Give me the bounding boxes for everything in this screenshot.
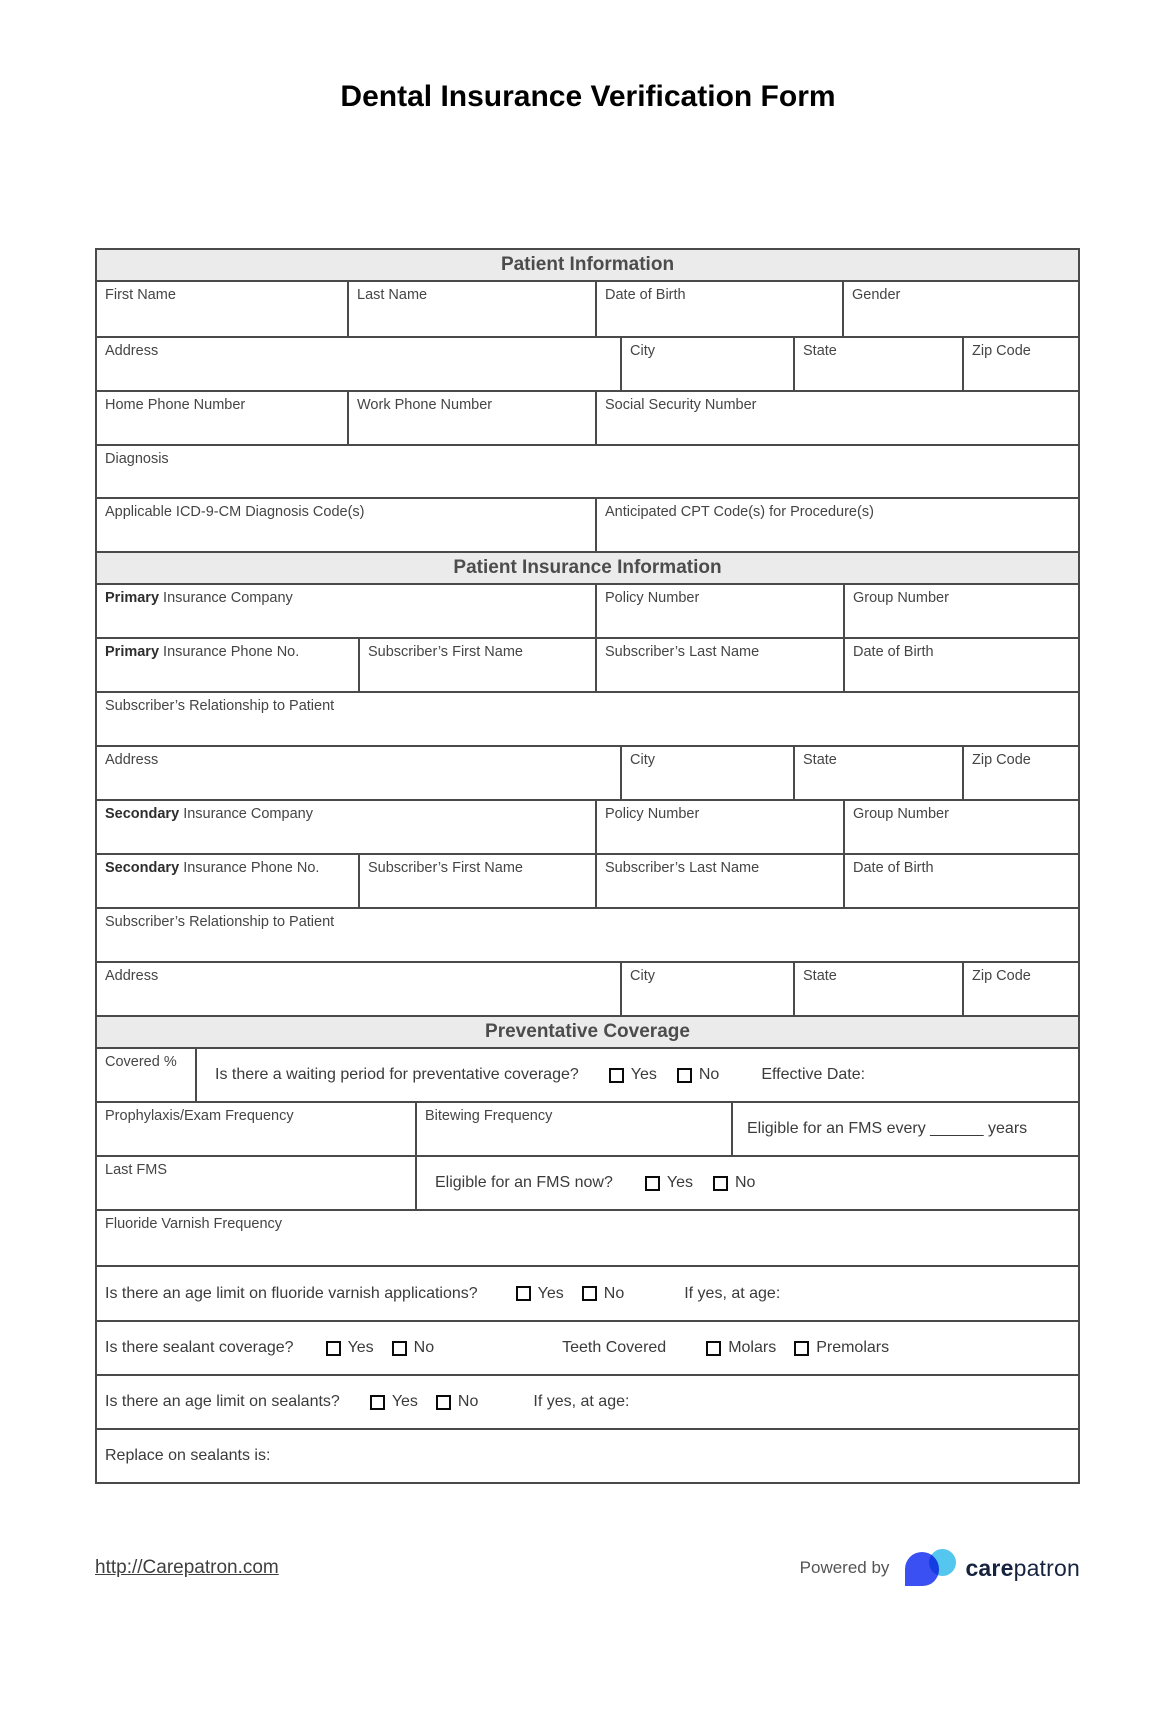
question-label: Is there a waiting period for preventative coverage?: [215, 1066, 579, 1083]
primary-state-field[interactable]: [795, 747, 964, 799]
primary-insurance-phone-field[interactable]: [97, 639, 360, 691]
prophylaxis-frequency-field[interactable]: [97, 1103, 417, 1155]
field-label: Date of Birth: [605, 287, 686, 303]
checkbox-label: No: [457, 1393, 479, 1410]
teeth-covered-label: Teeth Covered: [562, 1339, 667, 1356]
fluoride-age-yes-option: [516, 1285, 564, 1303]
fms-now-yes-option: [645, 1174, 693, 1192]
field-label: Subscriber’s Relationship to Patient: [105, 698, 335, 714]
field-label: Subscriber’s Relationship to Patient: [105, 914, 335, 930]
cpt-codes-field[interactable]: [597, 499, 1078, 551]
section-header-preventative-coverage: Preventative Coverage: [97, 1017, 1078, 1049]
checkbox-label: Premolars: [816, 1339, 890, 1356]
fluoride-age-limit-question-row: [97, 1267, 1078, 1320]
field-label: Covered %: [105, 1054, 177, 1070]
field-label: Diagnosis: [105, 451, 169, 467]
section-header-patient-information: Patient Information: [97, 250, 1078, 282]
primary-city-field[interactable]: [622, 747, 795, 799]
field-label: Work Phone Number: [357, 397, 493, 413]
fms-now-no-option: [713, 1174, 755, 1192]
primary-insurance-company-field[interactable]: [97, 585, 597, 637]
home-phone-field[interactable]: [97, 392, 349, 444]
field-label: Primary Insurance Company: [105, 590, 293, 606]
field-label: Home Phone Number: [105, 397, 246, 413]
question-label: Eligible for an FMS every ______ years: [747, 1120, 1028, 1137]
table-row: [97, 585, 1078, 639]
secondary-insurance-phone-field[interactable]: [97, 855, 360, 907]
table-row: [97, 909, 1078, 963]
replace-sealants-field[interactable]: [97, 1430, 1078, 1482]
address-field[interactable]: [97, 338, 622, 390]
last-fms-field[interactable]: [97, 1157, 417, 1209]
last-name-field[interactable]: [349, 282, 597, 336]
work-phone-field[interactable]: [349, 392, 597, 444]
secondary-subscriber-dob-field[interactable]: [845, 855, 1078, 907]
powered-by-group: [800, 1549, 1080, 1587]
field-label: Subscriber’s Last Name: [605, 860, 760, 876]
table-row: [97, 1157, 1078, 1211]
question-label: Eligible for an FMS now?: [435, 1174, 613, 1191]
sealant-age-yes-checkbox[interactable]: [370, 1395, 385, 1410]
covered-percent-field[interactable]: [97, 1049, 197, 1101]
primary-address-field[interactable]: [97, 747, 622, 799]
table-row: [97, 446, 1078, 499]
field-label: Subscriber’s Last Name: [605, 644, 760, 660]
field-label: Zip Code: [972, 752, 1031, 768]
table-row: [97, 1322, 1078, 1376]
field-label: Policy Number: [605, 806, 700, 822]
field-label: Zip Code: [972, 968, 1031, 984]
field-label: Subscriber’s First Name: [368, 644, 523, 660]
sealant-age-value-field[interactable]: If yes, at age:: [533, 1393, 630, 1410]
field-label: State: [803, 343, 837, 359]
fluoride-age-no-option: [582, 1285, 624, 1303]
checkbox-label: Yes: [666, 1174, 693, 1191]
field-label: Prophylaxis/Exam Frequency: [105, 1108, 294, 1124]
powered-by-label: Powered by: [799, 1558, 890, 1577]
premolars-option: [794, 1339, 889, 1357]
table-row: [97, 855, 1078, 909]
checkbox-label: Molars: [728, 1339, 777, 1356]
molars-option: [706, 1339, 776, 1357]
premolars-checkbox[interactable]: [794, 1341, 809, 1356]
table-row: [97, 963, 1078, 1017]
checkbox-label: Yes: [391, 1393, 418, 1410]
sealant-no-option: [392, 1339, 434, 1357]
sealant-age-yes-option: [370, 1393, 418, 1411]
fluoride-varnish-frequency-field[interactable]: [97, 1211, 1078, 1265]
waiting-yes-option: [609, 1066, 657, 1084]
field-label: Address: [105, 968, 159, 984]
field-label: Secondary Insurance Phone No.: [105, 860, 320, 876]
secondary-address-field[interactable]: [97, 963, 622, 1015]
field-label: Address: [105, 343, 159, 359]
sealant-age-no-option: [436, 1393, 478, 1411]
table-row: [97, 499, 1078, 553]
section-header-patient-insurance-information: Patient Insurance Information: [97, 553, 1078, 585]
question-label: Is there an age limit on sealants?: [105, 1393, 340, 1410]
table-row: [97, 1267, 1078, 1322]
field-label: State: [803, 752, 837, 768]
field-label: Anticipated CPT Code(s) for Procedure(s): [605, 504, 874, 520]
table-row: [97, 801, 1078, 855]
secondary-policy-number-field[interactable]: [597, 801, 845, 853]
form-table: [95, 248, 1080, 1484]
table-row: [97, 1211, 1078, 1267]
brand-name: carepatron: [965, 1554, 1080, 1581]
icd-codes-field[interactable]: [97, 499, 597, 551]
effective-date-field[interactable]: Effective Date:: [761, 1066, 866, 1083]
secondary-zip-field[interactable]: [964, 963, 1078, 1015]
bitewing-frequency-field[interactable]: [417, 1103, 733, 1155]
sealant-yes-option: [326, 1339, 374, 1357]
question-label: Is there an age limit on fluoride varnish applications?: [105, 1284, 478, 1302]
sealant-yes-checkbox[interactable]: [326, 1341, 341, 1356]
table-row: [97, 1049, 1078, 1103]
primary-subscriber-first-name-field[interactable]: [360, 639, 597, 691]
table-row: [97, 747, 1078, 801]
gender-field[interactable]: [844, 282, 1078, 336]
secondary-state-field[interactable]: [795, 963, 964, 1015]
carepatron-link[interactable]: http://Carepatron.com: [95, 1557, 279, 1578]
state-field[interactable]: [795, 338, 964, 390]
sealant-age-no-checkbox[interactable]: [436, 1395, 451, 1410]
secondary-group-number-field[interactable]: [845, 801, 1078, 853]
waiting-yes-checkbox[interactable]: [609, 1068, 624, 1083]
secondary-insurance-company-field[interactable]: [97, 801, 597, 853]
secondary-relationship-field[interactable]: [97, 909, 1078, 961]
field-label: Subscriber’s First Name: [368, 860, 523, 876]
checkbox-label: No: [603, 1284, 625, 1302]
table-row: [97, 392, 1078, 446]
sealant-coverage-question-row: [97, 1322, 1078, 1374]
field-label: First Name: [105, 287, 176, 303]
city-field[interactable]: [622, 338, 795, 390]
logo-circle-shape: [929, 1549, 956, 1576]
sealant-no-checkbox[interactable]: [392, 1341, 407, 1356]
field-label: Group Number: [853, 806, 949, 822]
primary-group-number-field[interactable]: [845, 585, 1078, 637]
field-label: Bitewing Frequency: [425, 1108, 553, 1124]
field-label: Zip Code: [972, 343, 1031, 359]
table-row: [97, 338, 1078, 392]
question-label: Replace on sealants is:: [105, 1447, 271, 1464]
page-title: Dental Insurance Verification Form: [340, 80, 836, 113]
field-label: Date of Birth: [853, 644, 934, 660]
field-label: Group Number: [853, 590, 949, 606]
zip-code-field[interactable]: [964, 338, 1078, 390]
field-label: Social Security Number: [605, 397, 757, 413]
table-row: [97, 693, 1078, 747]
secondary-subscriber-last-name-field[interactable]: [597, 855, 845, 907]
primary-subscriber-dob-field[interactable]: [845, 639, 1078, 691]
waiting-period-question-row: [197, 1049, 1078, 1101]
fluoride-age-no-checkbox[interactable]: [582, 1286, 597, 1301]
field-label: City: [630, 752, 655, 768]
waiting-no-option: [677, 1066, 719, 1084]
primary-relationship-field[interactable]: [97, 693, 1078, 745]
field-label: Applicable ICD-9-CM Diagnosis Code(s): [105, 504, 365, 520]
table-row: [97, 282, 1078, 338]
table-row: [97, 1430, 1078, 1482]
checkbox-label: No: [734, 1174, 756, 1191]
fluoride-age-value-field[interactable]: If yes, at age:: [684, 1284, 781, 1302]
date-of-birth-field[interactable]: [597, 282, 844, 336]
field-label: City: [630, 968, 655, 984]
checkbox-label: No: [413, 1339, 435, 1356]
fluoride-age-yes-checkbox[interactable]: [516, 1286, 531, 1301]
sealant-age-limit-question-row: [97, 1376, 1078, 1428]
field-label: Policy Number: [605, 590, 700, 606]
checkbox-label: Yes: [630, 1066, 657, 1083]
field-label: Gender: [852, 287, 901, 303]
field-label: Date of Birth: [853, 860, 934, 876]
field-label: Fluoride Varnish Frequency: [105, 1216, 283, 1232]
checkbox-label: Yes: [537, 1284, 564, 1302]
field-label: Last Name: [357, 287, 428, 303]
fms-now-yes-checkbox[interactable]: [645, 1176, 660, 1191]
first-name-field[interactable]: [97, 282, 349, 336]
molars-checkbox[interactable]: [706, 1341, 721, 1356]
primary-policy-number-field[interactable]: [597, 585, 845, 637]
carepatron-logo-icon: [905, 1549, 959, 1587]
field-label: Secondary Insurance Company: [105, 806, 313, 822]
table-row: [97, 1376, 1078, 1430]
checkbox-label: Yes: [347, 1339, 374, 1356]
fms-every-field[interactable]: [733, 1103, 1078, 1155]
ssn-field[interactable]: [597, 392, 1078, 444]
field-label: Address: [105, 752, 159, 768]
waiting-no-checkbox[interactable]: [677, 1068, 692, 1083]
fms-now-question-row: [417, 1157, 1078, 1209]
footer: [95, 1542, 1080, 1594]
primary-zip-field[interactable]: [964, 747, 1078, 799]
diagnosis-field[interactable]: [97, 446, 1078, 497]
fms-now-no-checkbox[interactable]: [713, 1176, 728, 1191]
question-label: Is there sealant coverage?: [105, 1339, 294, 1356]
secondary-subscriber-first-name-field[interactable]: [360, 855, 597, 907]
field-label: Last FMS: [105, 1162, 168, 1178]
table-row: [97, 639, 1078, 693]
primary-subscriber-last-name-field[interactable]: [597, 639, 845, 691]
field-label: State: [803, 968, 837, 984]
field-label: City: [630, 343, 655, 359]
field-label: Primary Insurance Phone No.: [105, 644, 300, 660]
checkbox-label: No: [698, 1066, 720, 1083]
table-row: [97, 1103, 1078, 1157]
secondary-city-field[interactable]: [622, 963, 795, 1015]
